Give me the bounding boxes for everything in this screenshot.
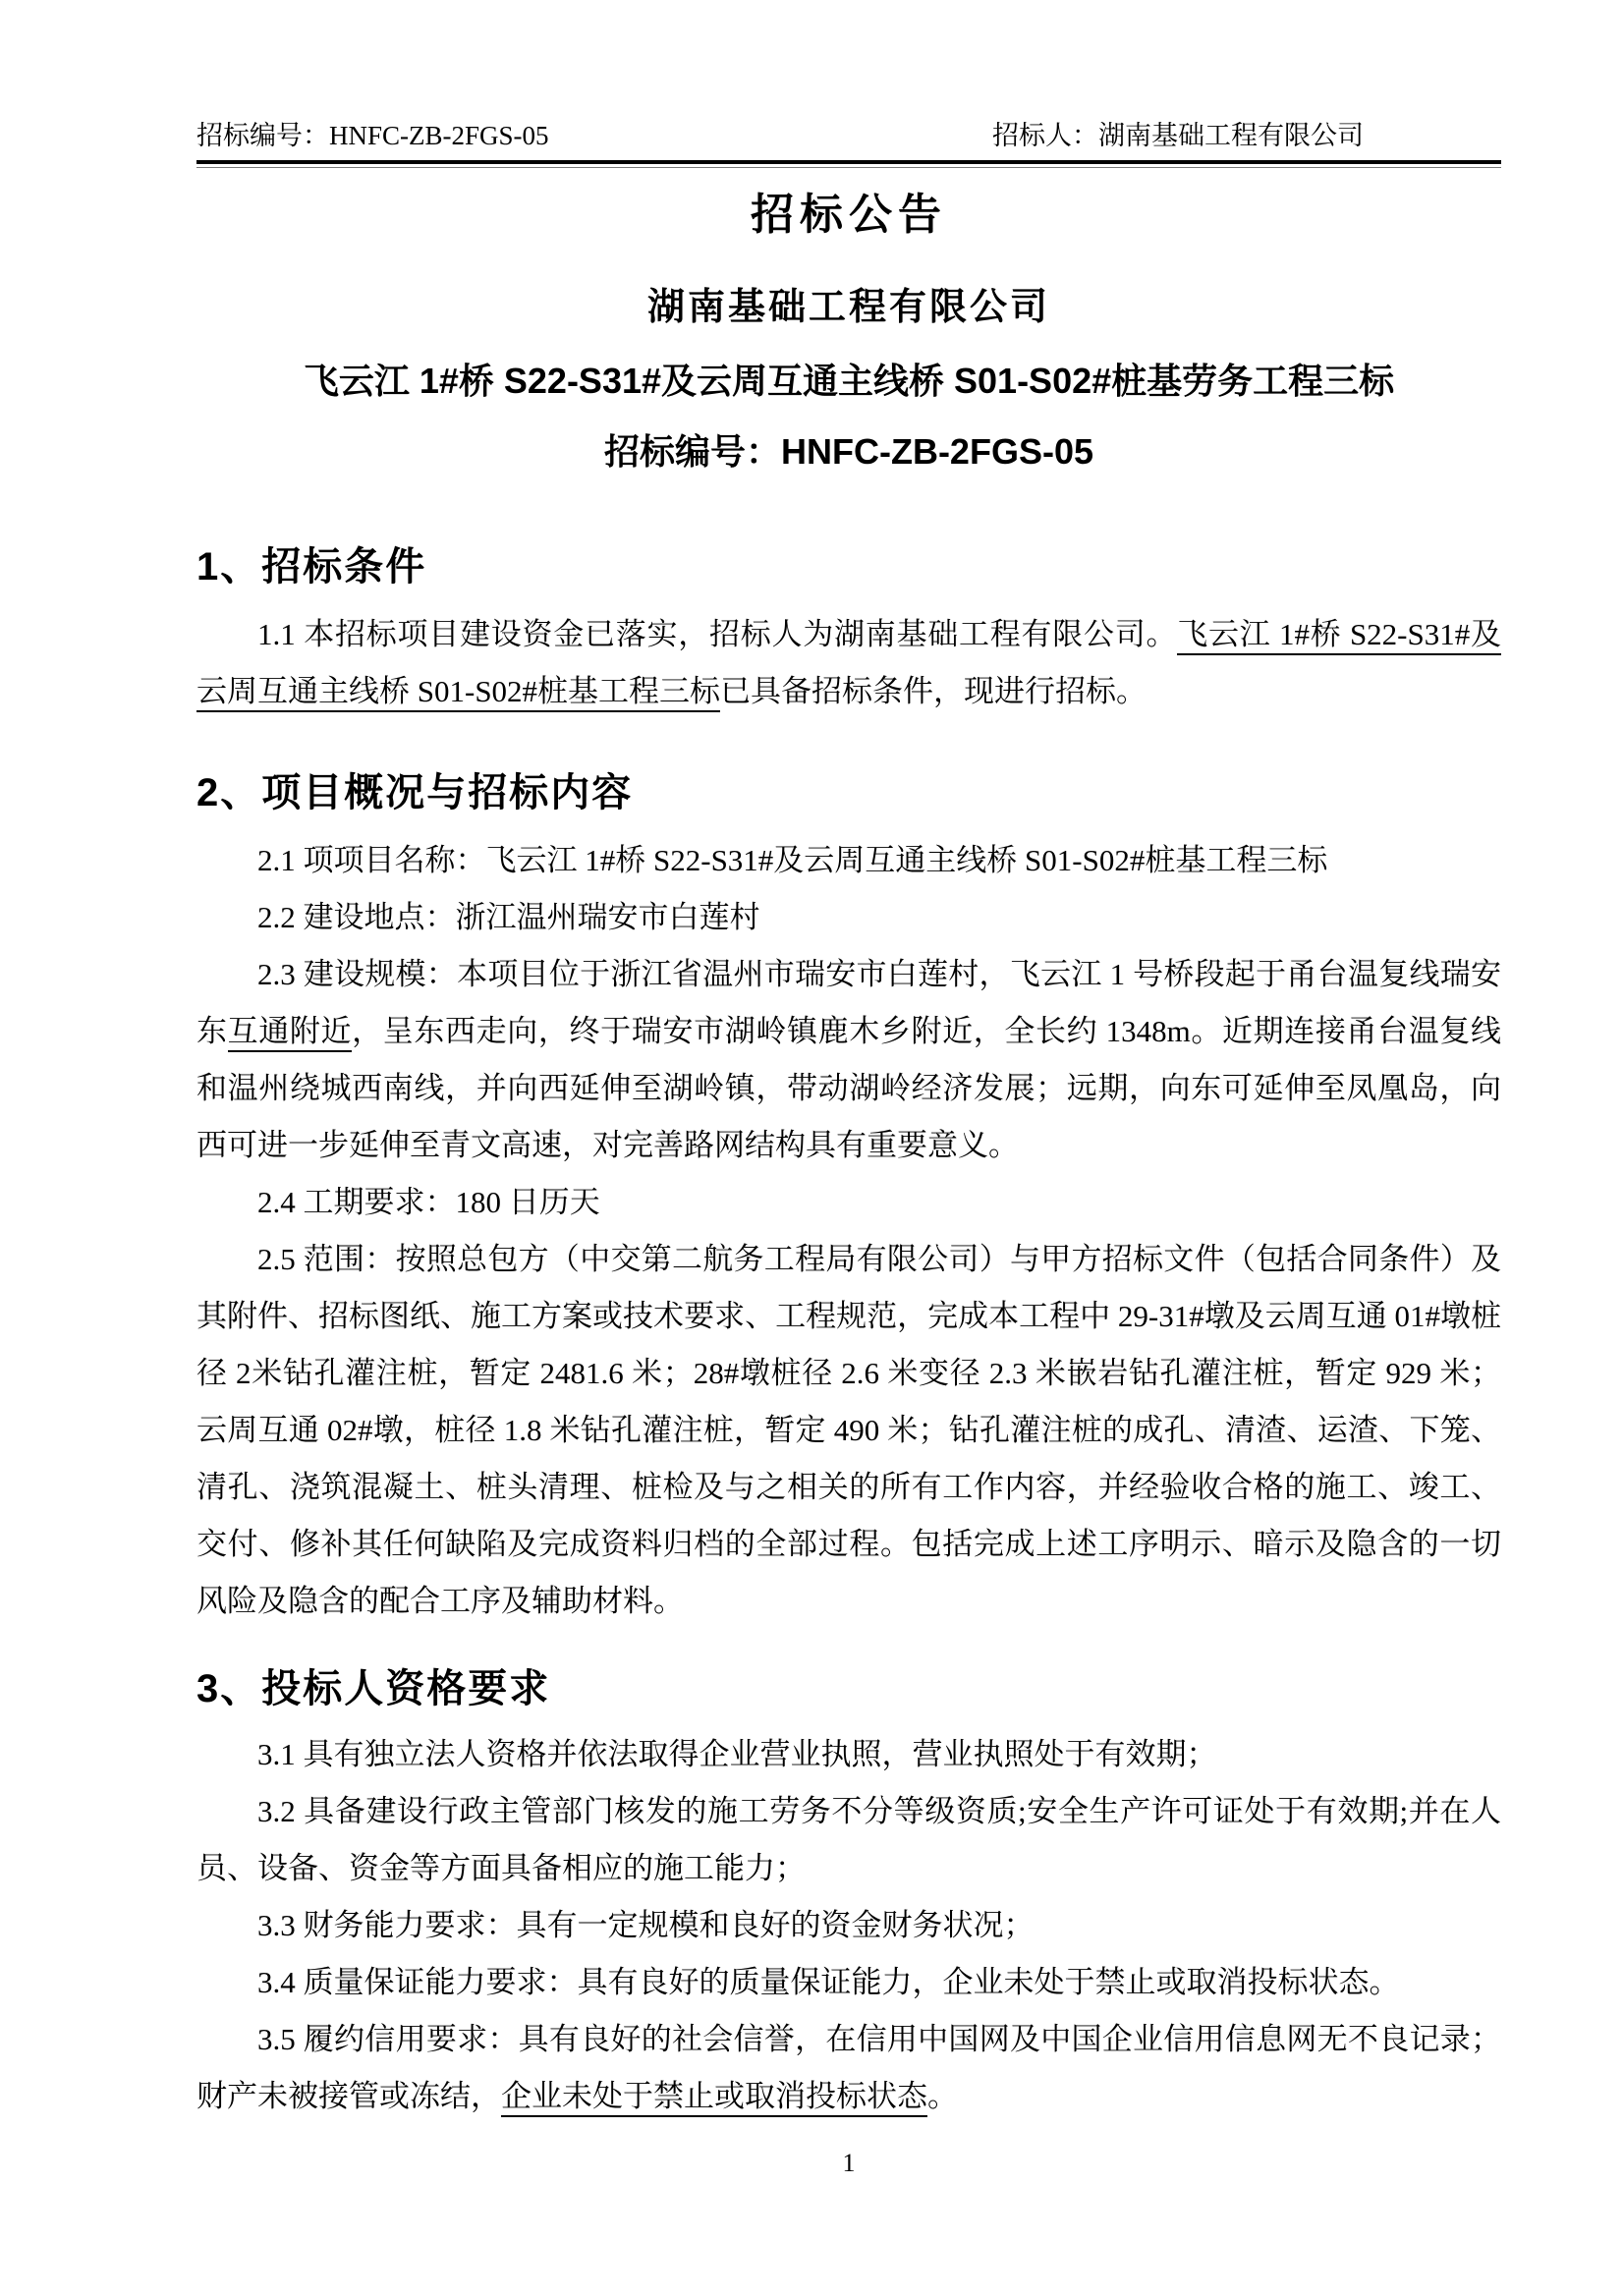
paragraph-3-5: [196, 2011, 1501, 2125]
paragraph-1-1-tail-text: 已具备招标条件，现进行招标。: [720, 674, 1147, 708]
paragraph-2-3-tail-text: ，呈东西走向，终于瑞安市湖岭镇鹿木乡附近，全长约 1348m。近期连接甬台温复线和温州绕城西南线，并向西延伸至湖岭镇，带动湖岭经济发展；远期，向东可延伸至凤凰岛，向西可进一步延伸至青文高速，对完善路网结构具有重要意义。: [196, 1014, 1502, 1162]
paragraph-3-5-underlined-text: 企业未处于禁止或取消投标状态: [501, 2079, 927, 2117]
paragraph-3-4: 3.4 质量保证能力要求：具有良好的质量保证能力，企业未处于禁止或取消投标状态。: [257, 1965, 1400, 1999]
section-3-heading: 3、投标人资格要求: [196, 1667, 551, 1710]
bid-number-title: 招标编号：HNFC-ZB-2FGS-05: [603, 431, 1093, 472]
paragraph-1-1-text: 1.1 本招标项目建设资金已落实，招标人为湖南基础工程有限公司。: [257, 617, 1178, 651]
paragraph-2-5: 2.5 范围：按照总包方（中交第二航务工程局有限公司）与甲方招标文件（包括合同条件）及其附件、招标图纸、施工方案或技术要求、工程规范，完成本工程中 29-31#墩及云周互通 01#墩桩径 2米钻孔灌注桩，暂定 2481.6 米；28#墩桩径 2.6 米变径 2.3 米嵌岩钻孔灌注桩，暂定 929 米；云周互通 02#墩，桩径 1.8 米钻孔灌注桩，暂定 490 米；钻孔灌注桩的成孔、清渣、运渣、下笼、清孔、浇筑混凝土、桩头清理、桩检及与之相关的所有工作内容，并经验收合格的施工、竣工、交付、修补其任何缺陷及完成资料归档的全部过程。包括完成上述工序明示、暗示及隐含的一切风险及隐含的配合工序及辅助材料。: [196, 1242, 1501, 1618]
company-title: 湖南基础工程有限公司: [646, 287, 1050, 328]
header-bid-number: 招标编号：HNFC-ZB-2FGS-05: [196, 121, 549, 150]
paragraph-3-5-text: 3.5 履约信用要求：具有良好的社会信誉，在信用中国网及中国企业信用信息网无不良记录；财产未被接管或冻结，: [196, 2022, 1501, 2113]
paragraph-3-3: 3.3 财务能力要求：具有一定规模和良好的资金财务状况；: [257, 1908, 1035, 1942]
section-1-heading: 1、招标条件: [196, 545, 427, 588]
paragraph-3-5-tail-text: 。: [927, 2079, 958, 2113]
project-title: 飞云江 1#桥 S22-S31#及云周互通主线桥 S01-S02#桩基劳务工程三标: [303, 361, 1395, 401]
paragraph-2-2: 2.2 建设地点：浙江温州瑞安市白莲村: [257, 900, 760, 934]
page-header: [196, 120, 1501, 151]
paragraph-3-2: 3.2 具备建设行政主管部门核发的施工劳务不分等级资质;安全生产许可证处于有效期;并在人员、设备、资金等方面具备相应的施工能力；: [196, 1794, 1501, 1885]
paragraph-2-4: 2.4 工期要求：180 日历天: [257, 1185, 600, 1219]
paragraph-2-1: 2.1 项项目名称：飞云江 1#桥 S22-S31#及云周互通主线桥 S01-S02#桩基工程三标: [257, 843, 1328, 877]
paragraph-3-1: 3.1 具有独立法人资格并依法取得企业营业执照，营业执照处于有效期；: [257, 1737, 1217, 1771]
header-divider: [196, 160, 1501, 168]
paragraph-2-3-text: 2.3 建设规模：本项目位于浙江省温州市瑞安市白莲村，飞云江 1 号桥段起于甬台温复线瑞安东: [196, 957, 1501, 1048]
paragraph-1-1: [196, 606, 1501, 720]
paragraph-2-3: [196, 946, 1501, 1174]
header-tenderer: 招标人：湖南基础工程有限公司: [992, 121, 1364, 150]
section-2-heading: 2、项目概况与招标内容: [196, 771, 634, 814]
doc-title: 招标公告: [751, 191, 947, 239]
page-number: 1: [842, 2149, 856, 2177]
paragraph-1-1-underlined-text: 飞云江 1#桥 S22-S31#及云周互通主线桥 S01-S02#桩基工程三标: [196, 617, 1501, 712]
paragraph-2-3-underlined-text: 互通附近: [228, 1014, 353, 1052]
